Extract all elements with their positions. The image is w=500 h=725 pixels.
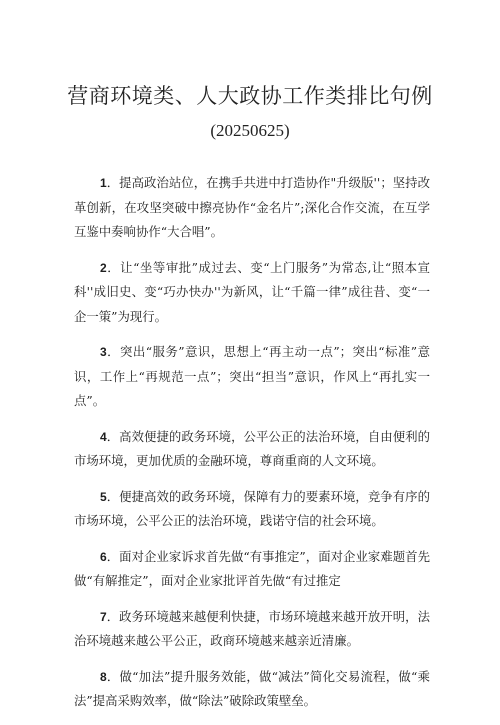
paragraph-number: 5 xyxy=(100,489,107,504)
document-title: 营商环境类、人大政协工作类排比句例 xyxy=(67,84,433,108)
paragraph-text: ．便捷高效的政务环境，保障有力的要素环境，竞争有序的市场环境，公平公正的法治环境，践诺守信的社会环境。 xyxy=(74,488,430,528)
paragraph-number: 3 xyxy=(100,345,107,359)
paragraph-text: ．让“坐等审批”成过去、变“上门服务”为常态,让“照本宣科''成旧史、变“巧办快办''为新风，让“千篇一律”成往昔、变“一企一策”为现行。 xyxy=(74,259,430,324)
paragraph-number: 4 xyxy=(100,429,107,444)
paragraph-number: 2 xyxy=(100,260,107,275)
paragraph-2 xyxy=(74,256,430,330)
paragraph-number: 6 xyxy=(100,549,107,564)
paragraph-text: ．面对企业家诉求首先做“有事推定”，面对企业家难题首先做“有解推定”，面对企业家批评首先做“有过推定 xyxy=(74,548,430,588)
paragraph-8 xyxy=(74,665,430,714)
paragraph-number: 8 xyxy=(100,669,107,684)
paragraph-4 xyxy=(74,425,430,474)
paragraph-text: ．高效便捷的政务环境，公平公正的法治环境，自由便利的市场环境，更加优质的金融环境，尊商重商的人文环境。 xyxy=(74,428,430,468)
paragraph-3 xyxy=(74,340,430,414)
paragraph-text: ．政务环境越来越便利快捷，市场环境越来越开放开明，法治环境越来越公平公正，政商环境越来越亲近清廉。 xyxy=(74,608,430,648)
paragraph-number: 1 xyxy=(100,176,107,190)
paragraph-5 xyxy=(74,485,430,534)
paragraph-1 xyxy=(74,171,430,245)
paragraph-text: ．提高政治站位，在携手共进中打造协作"升级版''；坚持改革创新，在攻坚突破中擦亮协作“金名片”;深化合作交流，在互学互鉴中奏响协作“大合唱”。 xyxy=(74,175,430,239)
paragraph-text: ．做“加法”提升服务效能，做“减法”简化交易流程，做“乘法”提高采购效率，做“除法”破除政策壁垒。 xyxy=(74,668,430,708)
paragraph-number: 7 xyxy=(100,609,107,624)
document-body xyxy=(74,171,430,725)
paragraph-text: ．突出“服务”意识，思想上“再主动一点”；突出“标准”意识，工作上“再规范一点”；突出“担当”意识，作风上“再扎实一点”。 xyxy=(74,344,430,408)
document-date: (20250625) xyxy=(210,121,290,140)
paragraph-6 xyxy=(74,545,430,594)
paragraph-7 xyxy=(74,605,430,654)
